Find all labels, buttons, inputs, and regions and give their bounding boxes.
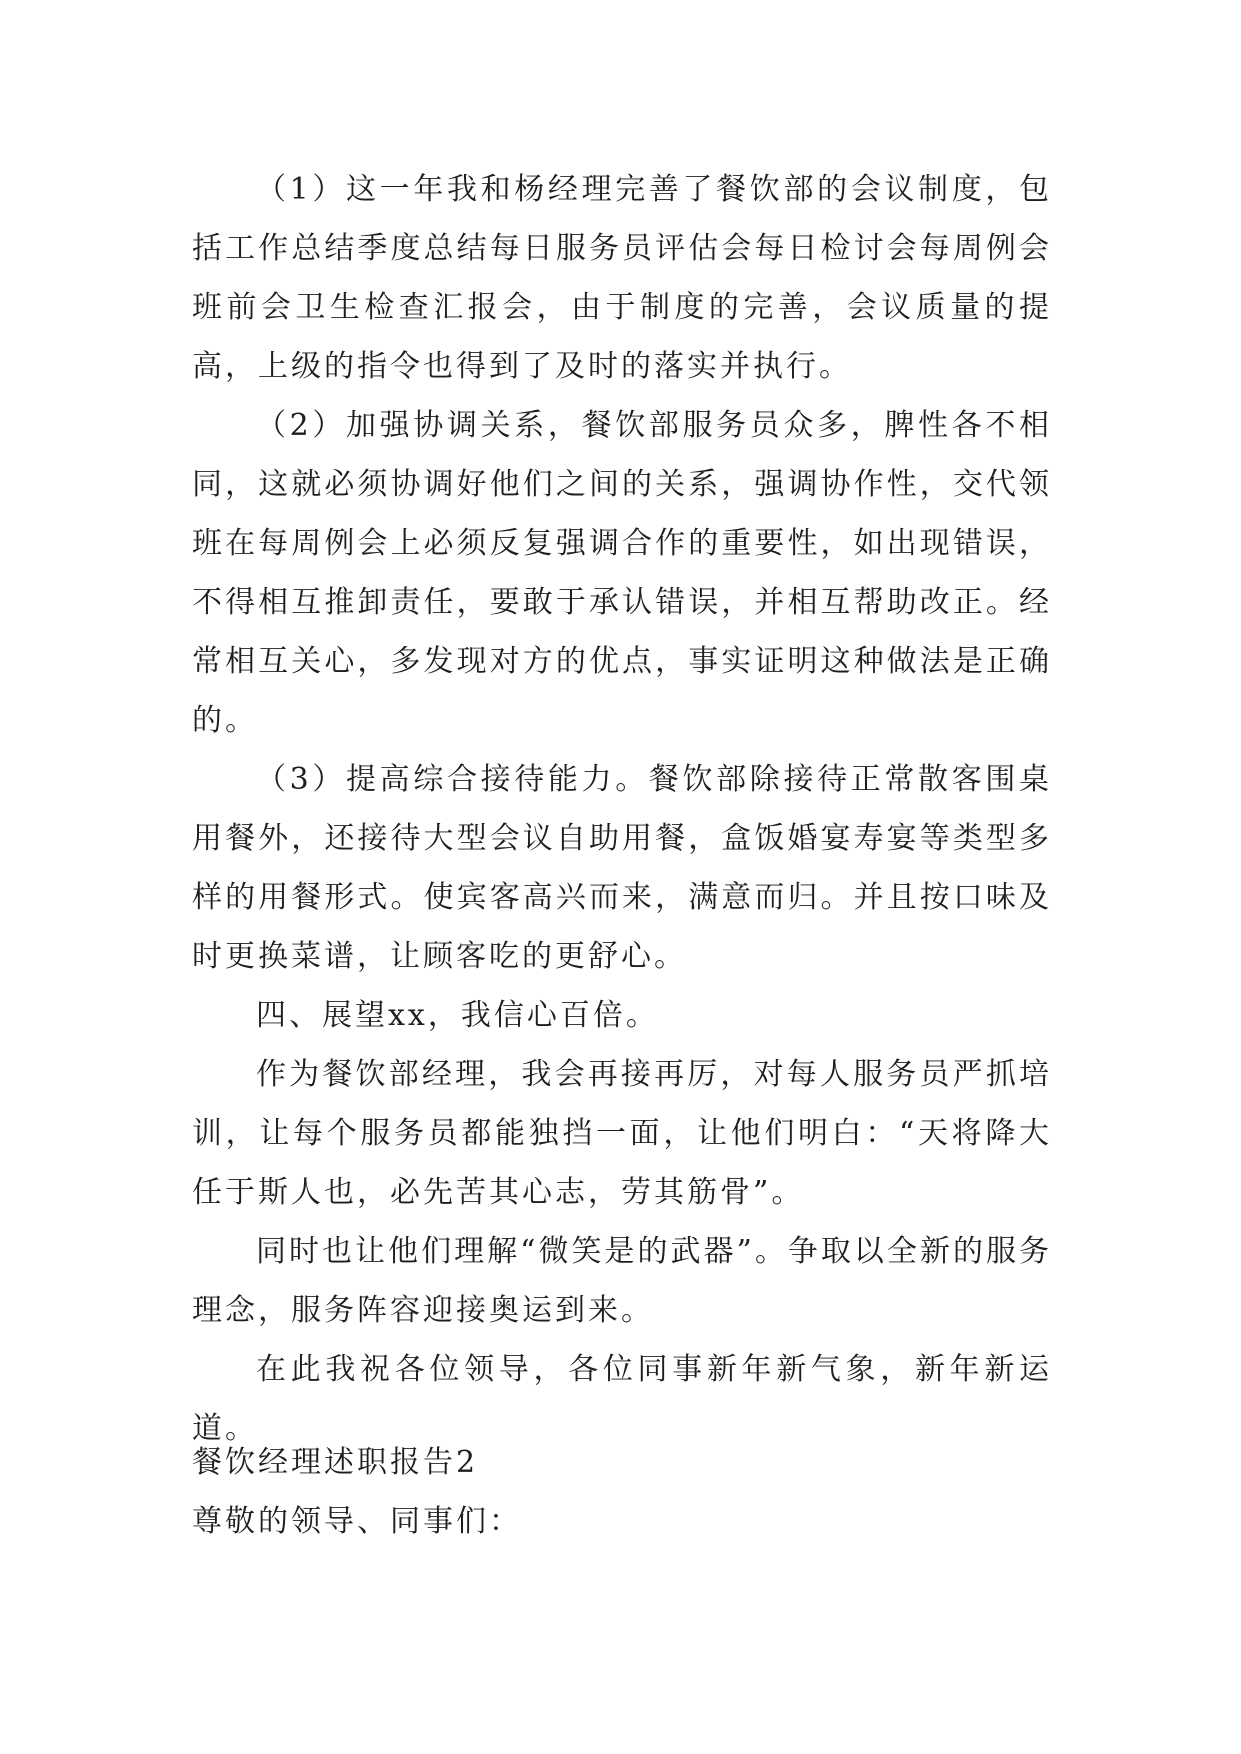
paragraph-item-2: （2）加强协调关系，餐饮部服务员众多，脾性各不相同，这就必须协调好他们之间的关系，强调协作性，交代领班在每周例会上必须反复强调合作的重要性，如出现错误，不得相互推卸责任，要敢于承认错误，并相互帮助改正。经常相互关心，多发现对方的优点，事实证明这种做法是正确的。 — [192, 408, 1052, 738]
section-heading-outlook: 四、展望xx，我信心百倍。 — [256, 998, 659, 1033]
report-title: 餐饮经理述职报告2 — [192, 1445, 479, 1480]
paragraph-wishes: 在此我祝各位领导，各位同事新年新气象，新年新运道。 — [192, 1352, 1052, 1446]
paragraph-item-3: （3）提高综合接待能力。餐饮部除接待正常散客围桌用餐外，还接待大型会议自助用餐，盒饭婚宴寿宴等类型多样的用餐形式。使宾客高兴而来，满意而归。并且按口味及时更换菜谱，让顾客吃的更舒心。 — [192, 762, 1052, 974]
paragraph-training: 作为餐饮部经理，我会再接再厉，对每人服务员严抓培训，让每个服务员都能独挡一面，让他们明白：“天将降大任于斯人也，必先苦其心志，劳其筋骨”。 — [192, 1057, 1052, 1210]
report-heading-block — [192, 1433, 1052, 1551]
document-body — [192, 160, 1052, 1458]
salutation: 尊敬的领导、同事们： — [192, 1504, 522, 1539]
paragraph-item-1: （1）这一年我和杨经理完善了餐饮部的会议制度，包括工作总结季度总结每日服务员评估会每日检讨会每周例会班前会卫生检查汇报会，由于制度的完善，会议质量的提高，上级的指令也得到了及时的落实并执行。 — [192, 172, 1052, 384]
paragraph-smile: 同时也让他们理解“微笑是的武器”。争取以全新的服务理念，服务阵容迎接奥运到来。 — [192, 1234, 1052, 1328]
